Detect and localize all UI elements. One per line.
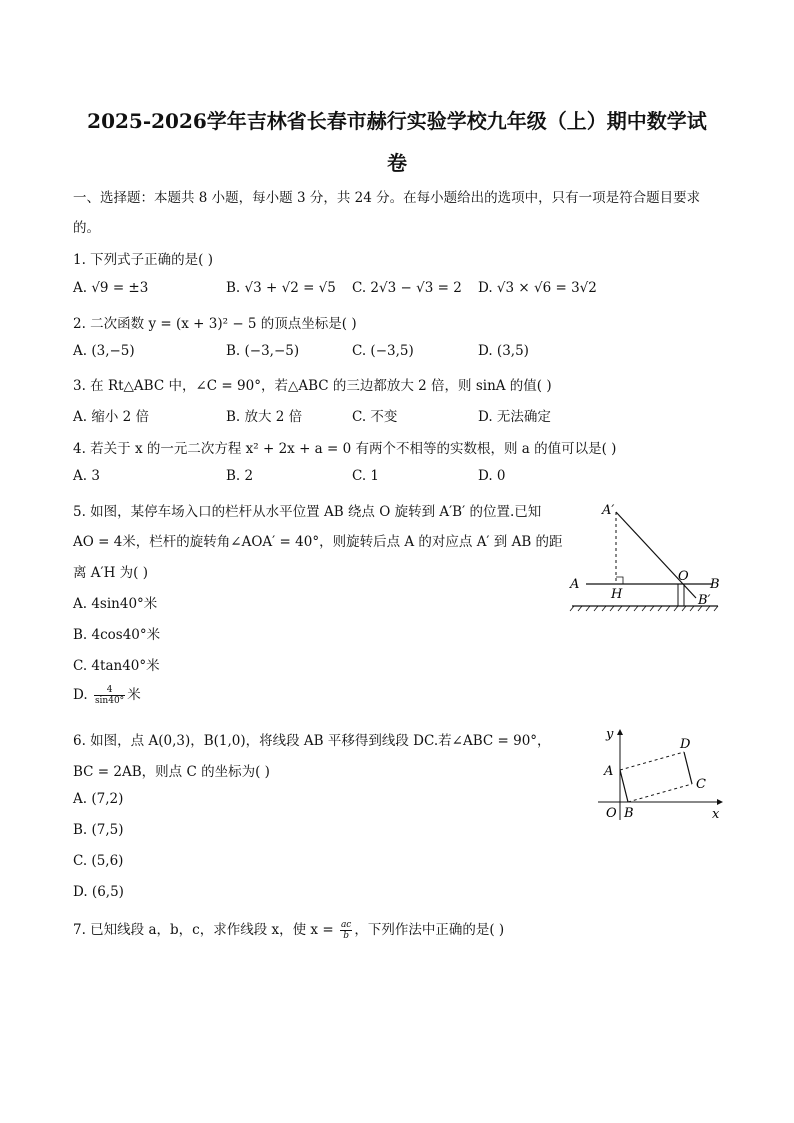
q5-ground-hatch bbox=[570, 606, 718, 611]
q4-option-a: A. 3 bbox=[73, 468, 100, 484]
q1-option-b: B. √3 + √2 = √5 bbox=[226, 280, 336, 296]
q5-label-b: B bbox=[710, 577, 720, 592]
q6-figure bbox=[594, 724, 728, 824]
q5-post bbox=[678, 584, 684, 606]
page-title bbox=[60, 100, 734, 184]
q5-stem-line-1: 5. 如图，某停车场入口的栏杆从水平位置 AB 绕点 O 旋转到 A′B′ 的位置.已知 bbox=[73, 504, 542, 520]
q6-label-y: y bbox=[606, 727, 614, 742]
q2-option-c: C. (−3,5) bbox=[352, 343, 414, 359]
q5-label-o: O bbox=[678, 569, 689, 584]
section-header-line-2: 的。 bbox=[73, 220, 100, 236]
q3-option-d: D. 无法确定 bbox=[478, 409, 551, 425]
q5-option-a: A. 4sin40°米 bbox=[73, 596, 158, 612]
q4-option-c: C. 1 bbox=[352, 468, 380, 484]
q2-option-a: A. (3,−5) bbox=[73, 343, 135, 359]
q7-stem-suffix: ，下列作法中正确的是( ) bbox=[354, 922, 505, 938]
q1-option-d: D. √3 × √6 = 3√2 bbox=[478, 280, 597, 296]
q1-stem: 1. 下列式子正确的是( ) bbox=[73, 252, 213, 268]
q7-stem bbox=[73, 918, 504, 941]
q6-stem-line-2: BC = 2AB，则点 C 的坐标为( ) bbox=[73, 764, 270, 780]
q6-label-o: O bbox=[606, 806, 617, 821]
q6-label-d: D bbox=[680, 737, 691, 752]
q4-stem: 4. 若关于 x 的一元二次方程 x² + 2x + a = 0 有两个不相等的实数根，则 a 的值可以是( ) bbox=[73, 441, 617, 457]
q6-label-a: A bbox=[604, 764, 614, 779]
title-line-2: 卷 bbox=[387, 151, 407, 175]
q7-fraction bbox=[340, 920, 352, 941]
title-line-1: 2025-2026学年吉林省长春市赫行实验学校九年级（上）期中数学试 bbox=[87, 109, 707, 133]
q5-label-h: H bbox=[611, 587, 623, 602]
q7-numerator: ac bbox=[340, 920, 352, 930]
q6-stem-line-1: 6. 如图，点 A(0,3)，B(1,0)，将线段 AB 平移得到线段 DC.若∠ABC = 90°， bbox=[73, 733, 551, 749]
q5-option-d-prefix: D. bbox=[73, 687, 88, 703]
q5-label-a-prime: A′ bbox=[602, 503, 615, 518]
q2-stem: 2. 二次函数 y = (x + 3)² − 5 的顶点坐标是( ) bbox=[73, 316, 357, 332]
q3-option-c: C. 不变 bbox=[352, 409, 398, 425]
q6-segment-dc bbox=[684, 752, 692, 784]
q5-stem-line-2: AO = 4米，栏杆的旋转角∠AOA′ = 40°，则旋转后点 A 的对应点 A′ 到 AB 的距 bbox=[73, 534, 563, 550]
q2-option-d: D. (3,5) bbox=[478, 343, 529, 359]
q3-stem: 3. 在 Rt△ABC 中，∠C = 90°，若△ABC 的三边都放大 2 倍，则 sinA 的值( ) bbox=[73, 378, 552, 394]
q5-label-a: A bbox=[570, 577, 580, 592]
q6-label-x: x bbox=[712, 807, 720, 822]
q6-option-d: D. (6,5) bbox=[73, 884, 124, 900]
q7-stem-prefix: 7. 已知线段 a，b，c，求作线段 x，使 x = bbox=[73, 922, 334, 938]
q4-option-b: B. 2 bbox=[226, 468, 254, 484]
q4-option-d: D. 0 bbox=[478, 468, 506, 484]
q6-option-c: C. (5,6) bbox=[73, 853, 124, 869]
q6-option-a: A. (7,2) bbox=[73, 791, 124, 807]
q1-option-a: A. √9 = ±3 bbox=[73, 280, 149, 296]
q6-option-b: B. (7,5) bbox=[73, 822, 124, 838]
q3-option-a: A. 缩小 2 倍 bbox=[73, 409, 150, 425]
q6-segment-ad bbox=[620, 752, 684, 770]
q6-label-c: C bbox=[696, 777, 706, 792]
q5-option-d-fraction bbox=[94, 685, 125, 706]
q2-option-b: B. (−3,−5) bbox=[226, 343, 300, 359]
q5-figure bbox=[566, 498, 726, 618]
q3-option-b: B. 放大 2 倍 bbox=[226, 409, 303, 425]
q5-option-b: B. 4cos40°米 bbox=[73, 627, 161, 643]
q7-denominator: b bbox=[343, 931, 350, 941]
q6-segment-bc bbox=[628, 784, 692, 802]
q5-segment-a-prime-b-prime bbox=[616, 512, 696, 598]
q5-option-c: C. 4tan40°米 bbox=[73, 658, 160, 674]
q5-option-d-denominator: sin40° bbox=[94, 696, 125, 706]
q5-stem-line-3: 离 A′H 为( ) bbox=[73, 565, 148, 581]
q6-label-b: B bbox=[624, 806, 634, 821]
q5-option-d-suffix: 米 bbox=[127, 687, 141, 703]
section-header-line-1: 一、选择题：本题共 8 小题，每小题 3 分，共 24 分。在每小题给出的选项中，只有一项是符合题目要求 bbox=[73, 190, 701, 206]
q6-segment-ab bbox=[620, 770, 628, 802]
q5-option-d bbox=[73, 683, 141, 706]
q5-option-d-numerator: 4 bbox=[94, 685, 125, 696]
q5-label-b-prime: B′ bbox=[698, 593, 711, 608]
q1-option-c: C. 2√3 − √3 = 2 bbox=[352, 280, 462, 296]
q5-right-angle-mark bbox=[616, 577, 623, 584]
